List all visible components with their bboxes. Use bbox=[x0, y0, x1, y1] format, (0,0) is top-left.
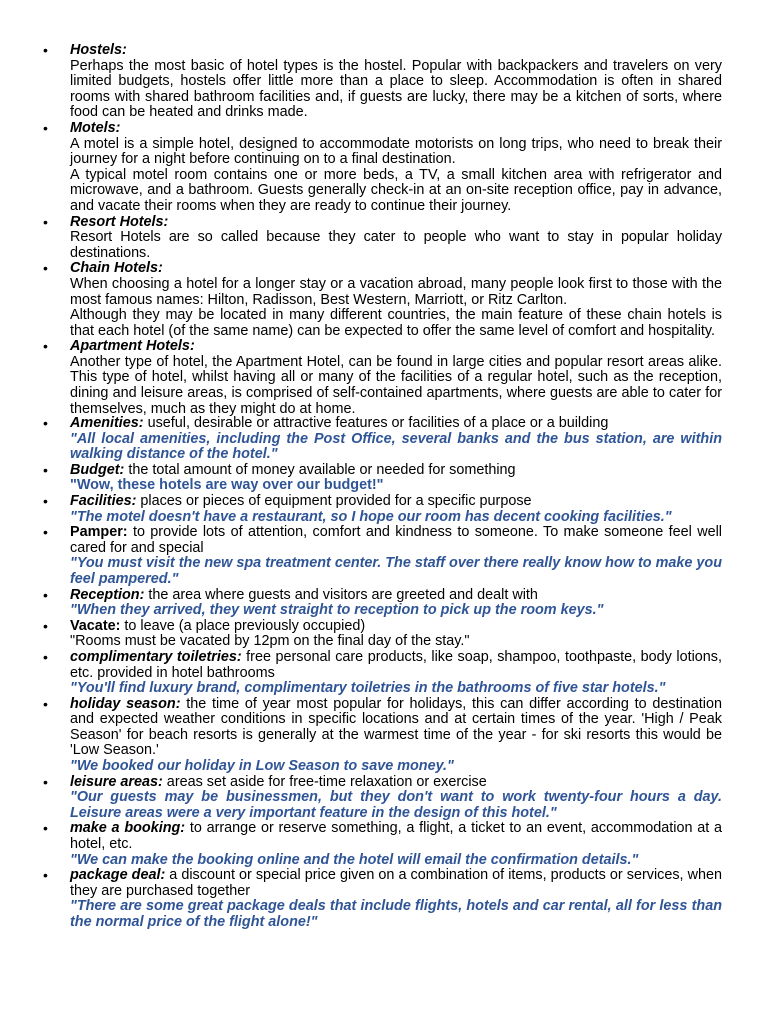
vocabulary-list bbox=[0, 416, 768, 931]
vocab-example: "Rooms must be vacated by 12pm on the final day of the stay." bbox=[70, 633, 470, 650]
term-hostels: • Hostels: bbox=[70, 42, 127, 58]
term-resort-hotels: • Resort Hotels: bbox=[70, 213, 169, 230]
vocab-definition: a discount or special price given on a combination of items, products or services, when they are purchased together bbox=[70, 867, 723, 899]
vocab-example: "All local amenities, including the Post Office, several banks and the bus station, are within walking distance of the hotel." bbox=[70, 430, 722, 463]
vocab-definition: useful, desirable or attractive features or facilities of a place or a building bbox=[143, 415, 609, 431]
paragraph: When choosing a hotel for a longer stay or a vacation abroad, many people look first to those with the most famous names: Hilton, Radisson, Best Western, Marriott, or Ritz Carlton. bbox=[70, 275, 722, 308]
list-item-chain-hotels bbox=[0, 261, 768, 339]
hotel-types-list bbox=[0, 43, 768, 417]
vocab-example: "The motel doesn't have a restaurant, so I hope our room has decent cooking facilities." bbox=[70, 508, 672, 525]
vocab-definition: areas set aside for free-time relaxation or exercise bbox=[162, 773, 487, 790]
term-motels: • Motels: bbox=[70, 119, 121, 136]
vocab-definition: free personal care products, like soap, shampoo, toothpaste, body lotions, etc. provided in hotel bathrooms bbox=[70, 648, 722, 681]
vocab-item-leisure-areas bbox=[0, 775, 768, 822]
vocab-example: "You must visit the new spa treatment center. The staff over there really know how to make you feel pampered." bbox=[70, 555, 722, 587]
vocab-definition: the area where guests and visitors are greeted and dealt with bbox=[144, 586, 538, 603]
vocab-term: Amenities: bbox=[70, 415, 144, 431]
paragraph: Although they may be located in many different countries, the main feature of these chain hotels is that each hotel (of the same name) can be expected to offer the same level of comfort and hospitality. bbox=[70, 307, 722, 339]
vocab-definition: places or pieces of equipment provided for a specific purpose bbox=[136, 492, 532, 509]
vocab-item-make-a-booking bbox=[0, 821, 768, 868]
vocab-example: "Wow, these hotels are way over our budget!" bbox=[70, 477, 384, 494]
paragraph: A motel is a simple hotel, designed to accommodate motorists on long trips, who need to break their journey for a night before continuing on to a final destination. bbox=[70, 135, 722, 168]
vocab-item-amenities bbox=[0, 416, 768, 463]
vocab-example: "Our guests may be businessmen, but they don't want to work twenty-four hours a day. Leisure areas were a very important feature in the design of this hotel." bbox=[70, 789, 722, 821]
vocab-term: holiday season: bbox=[70, 695, 181, 712]
vocab-term: make a booking: bbox=[70, 820, 186, 837]
vocab-term: Pamper: bbox=[70, 524, 128, 541]
vocab-item-reception bbox=[0, 588, 768, 619]
vocab-term: complimentary toiletries: bbox=[70, 648, 242, 665]
vocab-term: Budget: bbox=[70, 461, 125, 478]
vocab-item-budget bbox=[0, 463, 768, 494]
list-item-hostels bbox=[0, 43, 768, 121]
vocab-item-vacate bbox=[0, 619, 768, 650]
list-item-motels bbox=[0, 121, 768, 215]
vocab-example: "There are some great package deals that include flights, hotels and car rental, all for less than the normal price of the flight alone!" bbox=[70, 898, 722, 930]
vocab-item-complimentary-toiletries bbox=[0, 650, 768, 697]
vocab-item-facilities bbox=[0, 494, 768, 525]
vocab-definition: to provide lots of attention, comfort and kindness to someone. To make someone feel well cared for and special bbox=[70, 524, 722, 556]
vocab-example: "When they arrived, they went straight to reception to pick up the room keys." bbox=[70, 602, 604, 619]
paragraph: Another type of hotel, the Apartment Hotel, can be found in large cities and popular resort areas alike. This type of hotel, whilst having all or many of the facilities of a regular hotel, such as the reception, dining and leisure areas, is comprised of self-contained apartments, where guests are able to cater for themselves, much as they might do at home. bbox=[70, 353, 722, 417]
list-item-resort-hotels bbox=[0, 215, 768, 262]
term-apartment-hotels: • Apartment Hotels: bbox=[70, 338, 195, 355]
vocab-definition: to leave (a place previously occupied) bbox=[120, 617, 366, 634]
paragraph: A typical motel room contains one or more beds, a TV, a small kitchen area with refrigerator and microwave, and a bathroom. Guests generally check-in at an on-site reception office, pay in advance, and vacate their rooms when they are ready to continue their journey. bbox=[70, 166, 722, 214]
term-chain-hotels: • Chain Hotels: bbox=[70, 260, 163, 277]
vocab-term: package deal: bbox=[70, 867, 166, 884]
vocab-item-holiday-season bbox=[0, 697, 768, 775]
vocab-term: leisure areas: bbox=[70, 773, 163, 790]
vocab-example: "We booked our holiday in Low Season to save money." bbox=[70, 758, 454, 775]
paragraph: Perhaps the most basic of hotel types is the hostel. Popular with backpackers and travelers on very limited budgets, hostels offer little more than a place to sleep. Accommodation is often in shared rooms with shared bathroom facilities and, if guests are lucky, there may be a kitchen of sorts, where food can be heated and drinks made. bbox=[70, 57, 722, 121]
vocab-definition: the time of year most popular for holidays, this can differ according to destination and expected weather conditions in specific locations and at certain times of the year. 'High / Peak Season' for beach resorts is generally at the warmest time of the year - for ski resorts this would be 'Low Season.' bbox=[70, 695, 722, 759]
vocab-example: "We can make the booking online and the hotel will email the confirmation details." bbox=[70, 851, 639, 868]
vocab-definition: to arrange or reserve something, a flight, a ticket to an event, accommodation at a hotel, etc. bbox=[70, 820, 722, 853]
vocab-item-pamper bbox=[0, 525, 768, 587]
list-item-apartment-hotels bbox=[0, 339, 768, 417]
vocab-definition: the total amount of money available or needed for something bbox=[124, 461, 516, 478]
vocab-term: Vacate: bbox=[70, 617, 121, 634]
vocab-term: Facilities: bbox=[70, 492, 137, 509]
vocab-example: "You'll find luxury brand, complimentary toiletries in the bathrooms of five star hotels." bbox=[70, 680, 666, 697]
vocab-item-package-deal bbox=[0, 868, 768, 930]
vocab-term: Reception: bbox=[70, 586, 145, 603]
paragraph: Resort Hotels are so called because they cater to people who want to stay in popular holiday destinations. bbox=[70, 229, 722, 261]
